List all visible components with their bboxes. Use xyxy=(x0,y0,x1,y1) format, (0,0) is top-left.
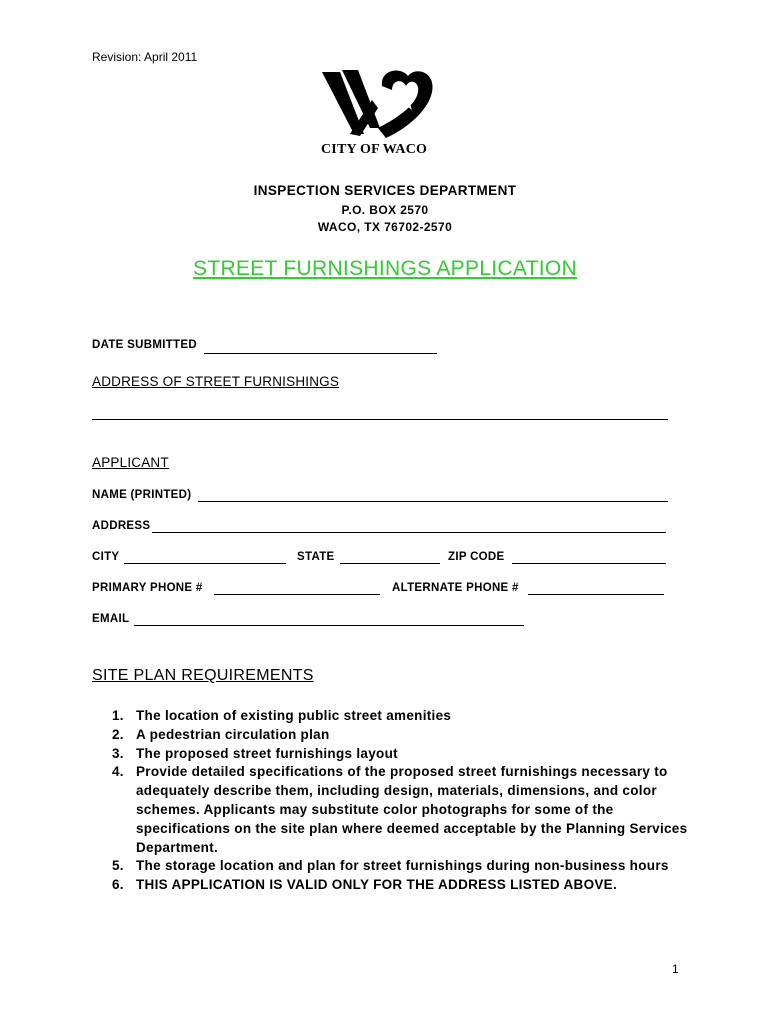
name-field[interactable] xyxy=(198,501,668,502)
primary-phone-label: PRIMARY PHONE # xyxy=(92,582,203,594)
primary-phone-field[interactable] xyxy=(214,594,380,595)
list-item: 2. A pedestrian circulation plan xyxy=(112,726,330,742)
list-item: 1. The location of existing public street amenities xyxy=(112,708,452,723)
date-submitted-field[interactable] xyxy=(204,353,437,354)
requirement-text: The proposed street furnishings layout xyxy=(136,745,398,761)
revision-date: Revision: April 2011 xyxy=(92,50,198,64)
requirement-text: THIS APPLICATION IS VALID ONLY FOR THE ADDRESS LISTED ABOVE. xyxy=(136,877,618,893)
alternate-phone-field[interactable] xyxy=(528,594,664,595)
zip-label: ZIP CODE xyxy=(448,551,505,563)
form-title: STREET FURNISHINGS APPLICATION xyxy=(193,257,577,280)
site-plan-requirements-list xyxy=(112,707,692,895)
page-number: 1 xyxy=(672,962,679,976)
city-label: CITY xyxy=(92,551,120,563)
name-label: NAME (PRINTED) xyxy=(92,489,192,501)
zip-field[interactable] xyxy=(512,563,666,564)
list-item: 4. Provide detailed specifications of the proposed street furnishings necessary to adequately describe them, including design, materials, dimensions, and color schemes. Applicants may substitute color photographs for some of the specifications on the site plan where deemed acceptable by the Planning Services Department. xyxy=(112,764,688,855)
city-field[interactable] xyxy=(124,563,286,564)
address-field[interactable] xyxy=(152,532,666,533)
requirement-text: A pedestrian circulation plan xyxy=(136,726,330,742)
date-submitted-label: DATE SUBMITTED xyxy=(92,339,197,351)
furnishings-address-field[interactable] xyxy=(92,419,668,420)
address-section-heading: ADDRESS OF STREET FURNISHINGS xyxy=(92,374,340,389)
department-name: INSPECTION SERVICES DEPARTMENT xyxy=(253,183,517,198)
address-label: ADDRESS xyxy=(92,520,151,532)
city-state-zip: WACO, TX 76702-2570 xyxy=(317,220,453,234)
email-label: EMAIL xyxy=(92,613,130,625)
site-plan-heading: SITE PLAN REQUIREMENTS xyxy=(92,667,314,684)
list-item: 3. The proposed street furnishings layout xyxy=(112,745,398,761)
email-field[interactable] xyxy=(134,625,524,626)
po-box: P.O. BOX 2570 xyxy=(341,203,429,217)
state-label: STATE xyxy=(297,551,335,563)
requirement-text: The storage location and plan for street furnishings during non-business hours xyxy=(136,858,669,874)
applicant-heading: APPLICANT xyxy=(92,455,169,470)
city-of-waco-logo xyxy=(320,64,442,142)
list-item: 6. THIS APPLICATION IS VALID ONLY FOR THE ADDRESS LISTED ABOVE. xyxy=(112,877,618,893)
requirement-text: Provide detailed specifications of the proposed street furnishings necessary to adequately describe them, including design, materials, dimensions, and color schemes. Applicants may substitute color photographs for some of the specifications on the site plan where deemed acceptable by the Planning Services Department. xyxy=(136,764,688,855)
city-name: CITY OF WACO xyxy=(321,142,428,157)
alternate-phone-label: ALTERNATE PHONE # xyxy=(392,582,519,594)
requirement-text: The location of existing public street amenities xyxy=(136,708,452,723)
list-item: 5. The storage location and plan for street furnishings during non-business hours xyxy=(112,858,669,874)
state-field[interactable] xyxy=(340,563,440,564)
